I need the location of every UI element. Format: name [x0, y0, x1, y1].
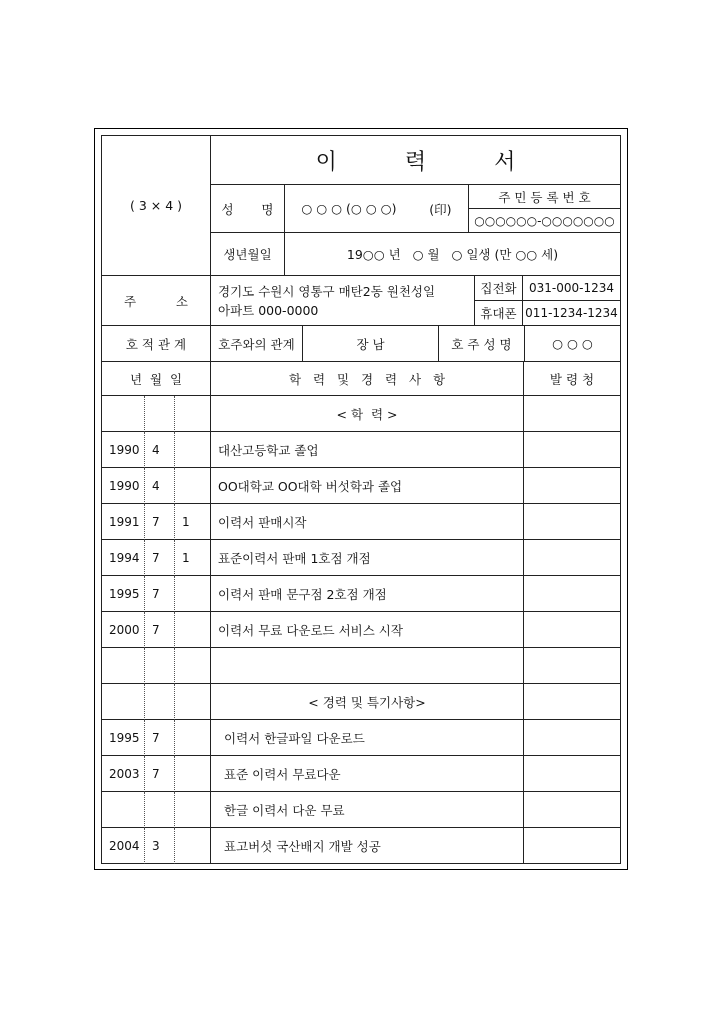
- history-month-cell[interactable]: [145, 540, 175, 576]
- name-value: ○ ○ ○ (○ ○ ○): [301, 201, 397, 216]
- history-year-cell[interactable]: [101, 504, 145, 540]
- birth-field[interactable]: [285, 233, 621, 276]
- history-year-cell[interactable]: [101, 828, 145, 864]
- history-content-header-text: 학 력 및 경 력 사 항: [288, 371, 446, 387]
- history-text-cell-text: 이력서 판매 문구점 2호점 개점: [218, 586, 387, 602]
- history-date-header: [101, 362, 211, 396]
- mobile-field[interactable]: [523, 301, 621, 326]
- history-year-cell[interactable]: [101, 756, 145, 792]
- relation-to-head-label: [211, 326, 303, 362]
- history-day-cell[interactable]: [175, 432, 211, 468]
- history-year-cell-text: 1990: [109, 478, 140, 493]
- history-day-cell[interactable]: [175, 612, 211, 648]
- history-text-cell[interactable]: [211, 648, 524, 684]
- history-year-cell-text: 1991: [109, 514, 140, 529]
- history-issuer-cell[interactable]: [524, 432, 621, 468]
- history-year-cell[interactable]: [101, 792, 145, 828]
- history-month-cell-text: 7: [152, 586, 160, 601]
- education-heading: [211, 396, 524, 432]
- household-head-label-text: 호 주 성 명: [451, 336, 512, 352]
- history-issuer-cell[interactable]: [524, 396, 621, 432]
- seal-mark: (印): [429, 201, 452, 217]
- history-year-cell-text: 1994: [109, 550, 140, 565]
- history-month-cell[interactable]: [145, 792, 175, 828]
- mobile-label: [475, 301, 523, 326]
- home-phone-value: 031-000-1234: [528, 281, 614, 295]
- history-day-cell[interactable]: [175, 648, 211, 684]
- name-label: [211, 185, 285, 233]
- title-char-1: 이: [315, 149, 337, 175]
- history-month-cell[interactable]: [145, 612, 175, 648]
- mobile-label-text: 휴대폰: [480, 306, 517, 321]
- household-head-label: [439, 326, 525, 362]
- history-month-cell-text: 7: [152, 766, 160, 781]
- resident-number-value: ○○○○○○-○○○○○○○: [474, 213, 615, 228]
- history-month-cell[interactable]: [145, 504, 175, 540]
- career-heading: [211, 684, 524, 720]
- history-issuer-cell[interactable]: [524, 576, 621, 612]
- history-year-cell[interactable]: [101, 576, 145, 612]
- history-text-cell[interactable]: [211, 720, 524, 756]
- address-label: [101, 276, 211, 326]
- address-line-1: 경기도 수원시 영통구 매탄2동 원천성일: [218, 283, 436, 299]
- history-day-cell[interactable]: [175, 576, 211, 612]
- history-text-cell-text: 표준이력서 판매 1호점 개점: [218, 550, 371, 566]
- resident-number-label: [469, 185, 621, 209]
- history-day-cell-text: 1: [182, 514, 190, 529]
- history-text-cell[interactable]: [211, 828, 524, 864]
- history-text-cell[interactable]: [211, 540, 524, 576]
- history-month-cell-text: 4: [152, 478, 160, 493]
- history-year-cell[interactable]: [101, 720, 145, 756]
- history-content-header: [211, 362, 524, 396]
- history-year-cell-text: 1995: [109, 586, 140, 601]
- history-month-cell[interactable]: [145, 684, 175, 720]
- history-month-cell[interactable]: [145, 432, 175, 468]
- history-year-cell-text: 2004: [109, 838, 140, 853]
- address-line-2: 아파트 000-0000: [218, 302, 319, 318]
- history-day-cell[interactable]: [175, 828, 211, 864]
- history-issuer-cell[interactable]: [524, 792, 621, 828]
- history-day-cell[interactable]: [175, 396, 211, 432]
- history-issuer-cell[interactable]: [524, 612, 621, 648]
- history-year-cell[interactable]: [101, 432, 145, 468]
- title-char-3: 서: [494, 149, 516, 175]
- address-field[interactable]: [211, 276, 475, 326]
- birth-label-text: 생년월일: [223, 247, 272, 262]
- history-month-cell[interactable]: [145, 756, 175, 792]
- history-date-header-text: 년 월 일: [129, 371, 183, 387]
- history-month-cell[interactable]: [145, 720, 175, 756]
- photo-placeholder: [101, 135, 211, 276]
- history-text-cell[interactable]: [211, 504, 524, 540]
- history-month-cell-text: 7: [152, 514, 160, 529]
- history-text-cell[interactable]: [211, 468, 524, 504]
- history-issuer-cell[interactable]: [524, 504, 621, 540]
- family-relation-title: [101, 326, 211, 362]
- birth-value: 19○○ 년 ○ 월 ○ 일생 (만 ○○ 세): [346, 247, 559, 262]
- history-month-cell-text: 7: [152, 550, 160, 565]
- history-month-cell[interactable]: [145, 396, 175, 432]
- history-text-cell-text: 표고버섯 국산배지 개발 성공: [224, 838, 381, 854]
- history-issuer-cell[interactable]: [524, 720, 621, 756]
- name-field[interactable]: [285, 185, 469, 233]
- history-text-cell[interactable]: [211, 576, 524, 612]
- resident-number-field[interactable]: [469, 209, 621, 233]
- history-day-cell[interactable]: [175, 756, 211, 792]
- history-month-cell-text: 4: [152, 442, 160, 457]
- resume-sheet: [101, 135, 621, 861]
- history-day-cell[interactable]: [175, 792, 211, 828]
- address-label-text: 주 소: [124, 293, 188, 309]
- relation-to-head-label-text: 호주와의 관계: [218, 336, 295, 352]
- history-day-cell[interactable]: [175, 720, 211, 756]
- home-phone-field[interactable]: [523, 276, 621, 301]
- history-issuer-cell[interactable]: [524, 468, 621, 504]
- relation-to-head-value: 장 남: [356, 336, 385, 352]
- history-year-cell-text: 2003: [109, 766, 140, 781]
- history-issuer-header: [524, 362, 621, 396]
- history-year-cell[interactable]: [101, 468, 145, 504]
- household-head-field[interactable]: [525, 326, 621, 362]
- history-text-cell-text: 이력서 한글파일 다운로드: [224, 730, 365, 746]
- history-text-cell[interactable]: [211, 792, 524, 828]
- history-month-cell-text: 7: [152, 730, 160, 745]
- history-year-cell-text: 2000: [109, 622, 140, 637]
- history-day-cell[interactable]: [175, 540, 211, 576]
- history-year-cell[interactable]: [101, 540, 145, 576]
- history-year-cell[interactable]: [101, 612, 145, 648]
- name-label-text: 성 명: [221, 201, 274, 217]
- career-heading-text: < 경력 및 특기사항>: [308, 694, 426, 710]
- history-day-cell-text: 1: [182, 550, 190, 565]
- title-char-2: 력: [404, 149, 427, 175]
- history-month-cell[interactable]: [145, 468, 175, 504]
- home-phone-label: [475, 276, 523, 301]
- history-month-cell[interactable]: [145, 828, 175, 864]
- history-month-cell-text: 3: [152, 838, 160, 853]
- history-day-cell[interactable]: [175, 468, 211, 504]
- history-day-cell[interactable]: [175, 504, 211, 540]
- history-month-cell[interactable]: [145, 576, 175, 612]
- history-day-cell[interactable]: [175, 684, 211, 720]
- history-year-cell[interactable]: [101, 648, 145, 684]
- history-text-cell-text: 이력서 판매시작: [218, 514, 307, 530]
- history-text-cell[interactable]: [211, 612, 524, 648]
- history-issuer-header-text: 발 령 청: [549, 371, 595, 387]
- photo-label: ( 3 × 4 ): [129, 198, 183, 213]
- history-text-cell-text: OO대학교 OO대학 버섯학과 졸업: [218, 478, 403, 494]
- history-text-cell[interactable]: [211, 756, 524, 792]
- resident-number-label-text: 주 민 등 록 번 호: [498, 189, 591, 205]
- history-month-cell[interactable]: [145, 648, 175, 684]
- history-issuer-cell[interactable]: [524, 648, 621, 684]
- birth-label: [211, 233, 285, 276]
- mobile-value: 011-1234-1234: [525, 306, 618, 320]
- history-issuer-cell[interactable]: [524, 540, 621, 576]
- history-month-cell-text: 7: [152, 622, 160, 637]
- history-year-cell[interactable]: [101, 684, 145, 720]
- history-text-cell[interactable]: [211, 432, 524, 468]
- education-heading-text: < 학 력 >: [336, 406, 398, 422]
- history-issuer-cell[interactable]: [524, 828, 621, 864]
- history-issuer-cell[interactable]: [524, 756, 621, 792]
- relation-to-head-field[interactable]: [303, 326, 439, 362]
- history-text-cell-text: 이력서 무료 다운로드 서비스 시작: [218, 622, 403, 638]
- history-issuer-cell[interactable]: [524, 684, 621, 720]
- history-year-cell-text: 1995: [109, 730, 140, 745]
- history-text-cell-text: 대산고등학교 졸업: [218, 442, 319, 458]
- family-relation-title-text: 호 적 관 계: [125, 336, 187, 352]
- history-year-cell-text: 1990: [109, 442, 140, 457]
- home-phone-label-text: 집전화: [480, 281, 517, 296]
- document-title: [211, 135, 621, 185]
- history-text-cell-text: 한글 이력서 다운 무료: [224, 802, 345, 818]
- history-text-cell-text: 표준 이력서 무료다운: [224, 766, 341, 782]
- history-year-cell[interactable]: [101, 396, 145, 432]
- household-head-value: ○ ○ ○: [552, 336, 593, 351]
